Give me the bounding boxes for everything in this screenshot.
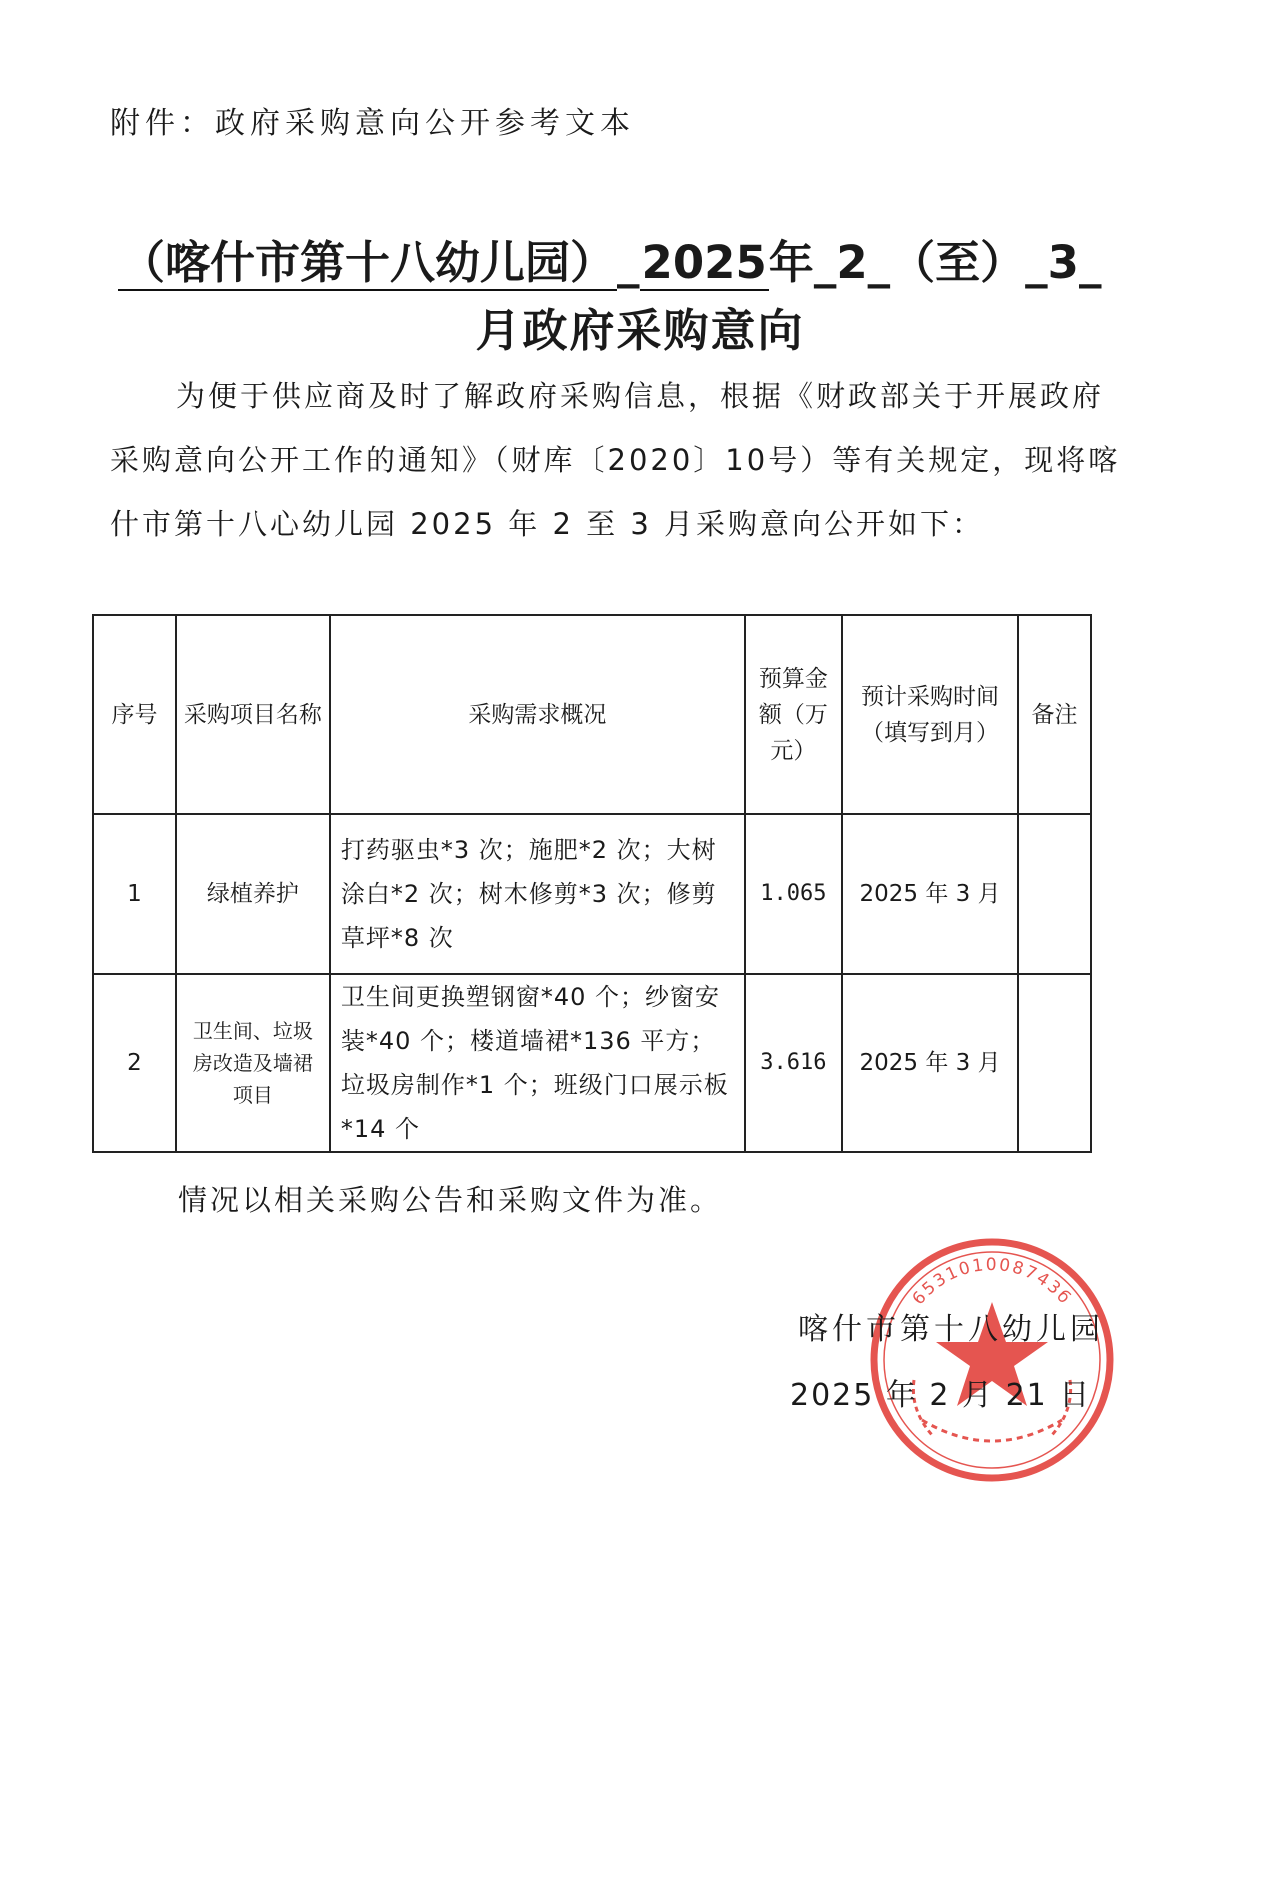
row-remark [1018,974,1091,1152]
intro-paragraph: 为便于供应商及时了解政府采购信息，根据《财政部关于开展政府采购意向公开工作的通知》（财库〔2020〕10号）等有关规定，现将喀什市第十八心幼儿园 2025 年 2 至 3 月采购意向公开如下： [110,379,1121,541]
row-time: 2025 年 3 月 [842,974,1018,1152]
title-end-month: 3 [1047,236,1079,289]
title-start-month: 2 [836,236,868,289]
table-header-row [93,615,1091,814]
official-seal-stamp [862,1230,1122,1490]
signer-organization: 喀什市第十八幼儿园 [798,1312,1104,1347]
title-org: 喀什市第十八幼儿园 [165,236,571,289]
row-remark [1018,814,1091,974]
header-budget: 预算金额（万元） [745,615,842,814]
seal-code: 653101008743б [908,1254,1076,1310]
row-seq: 2 [93,974,176,1152]
table-row [93,974,1091,1152]
header-name: 采购项目名称 [176,615,330,814]
footer-note: 情况以相关采购公告和采购文件为准。 [178,1183,723,1217]
document-title-line1: （喀什市第十八幼儿园）_2025年_2_（至）_3_ [120,236,1102,289]
header-summary: 采购需求概况 [330,615,745,814]
header-seq: 序号 [93,615,176,814]
title-org-field: （喀什市第十八幼儿园） [120,236,616,289]
row-budget: 1.065 [745,814,842,974]
title-year-suffix: 年 [768,236,814,289]
signature-date: 2025 年 2 月 21 日 [790,1378,1092,1413]
table-row [93,814,1091,974]
title-to: （至） [890,236,1026,289]
row-time: 2025 年 3 月 [842,814,1018,974]
row-summary: 卫生间更换塑钢窗*40 个；纱窗安装*40 个；楼道墙裙*136 平方；垃圾房制作*1 个；班级门口展示板*14 个 [330,974,745,1152]
header-remark: 备注 [1018,615,1091,814]
row-name: 绿植养护 [176,814,330,974]
header-time: 预计采购时间（填写到月） [842,615,1018,814]
row-seq: 1 [93,814,176,974]
document-title-line2: 月政府采购意向 [475,304,805,357]
row-summary: 打药驱虫*3 次；施肥*2 次；大树涂白*2 次；树木修剪*3 次；修剪草坪*8 次 [330,814,745,974]
row-budget: 3.616 [745,974,842,1152]
attachment-label: 附件：政府采购意向公开参考文本 [110,106,635,141]
row-name: 卫生间、垃圾房改造及墙裙项目 [176,974,330,1152]
title-year: 2025 [641,236,767,289]
svg-text:653101008743б [909,1255,1076,1309]
procurement-table [92,614,1092,1153]
